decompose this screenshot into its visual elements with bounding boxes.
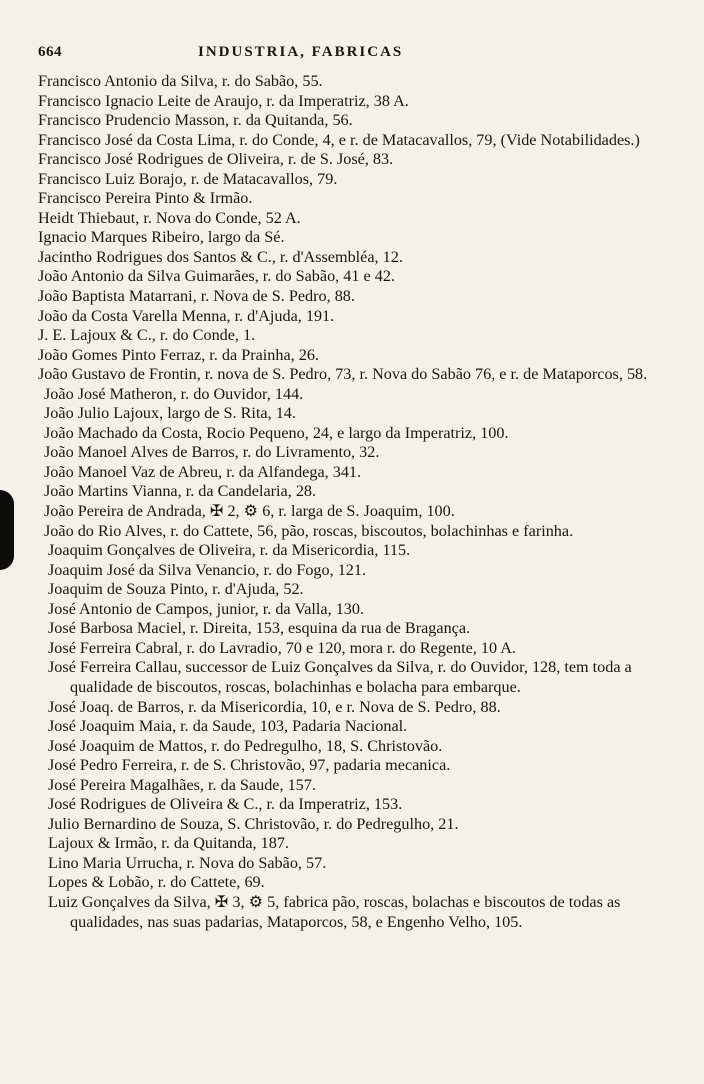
- list-item: José Antonio de Campos, junior, r. da Valla, 130.: [48, 599, 365, 618]
- list-item: Luiz Gonçalves da Silva, ✠ 3, ⚙ 5, fabrica pão, roscas, bolachas e biscoutos de todas as qualidades, nas suas padarias, Mataporcos, 58, e Engenho Velho, 105.: [48, 892, 621, 931]
- page-header: [38, 44, 458, 64]
- entry-list: [38, 72, 678, 932]
- list-item: João Manoel Alves de Barros, r. do Livramento, 32.: [44, 443, 380, 462]
- list-item: José Ferreira Cabral, r. do Lavradio, 70 e 120, mora r. do Regente, 10 A.: [48, 638, 516, 657]
- list-item: Joaquim de Souza Pinto, r. d'Ajuda, 52.: [48, 580, 304, 599]
- list-item: Heidt Thiebaut, r. Nova do Conde, 52 A.: [38, 208, 301, 227]
- list-item: João Martins Vianna, r. da Candelaria, 28.: [44, 482, 317, 501]
- list-item: José Pedro Ferreira, r. de S. Christovão, 97, padaria mecanica.: [48, 756, 451, 775]
- list-item: José Joaquim de Mattos, r. do Pedregulho, 18, S. Christovão.: [48, 736, 443, 755]
- list-item: Julio Bernardino de Souza, S. Christovão, r. do Pedregulho, 21.: [48, 814, 459, 833]
- list-item: José Pereira Magalhães, r. da Saude, 157.: [48, 775, 316, 794]
- list-item: João do Rio Alves, r. do Cattete, 56, pão, roscas, biscoutos, bolachinhas e farinha.: [44, 521, 574, 540]
- page-title: INDUSTRIA, FABRICAS: [198, 44, 404, 60]
- list-item: José Joaq. de Barros, r. da Misericordia, 10, e r. Nova de S. Pedro, 88.: [48, 697, 501, 716]
- list-item: Francisco Prudencio Masson, r. da Quitanda, 56.: [38, 111, 353, 130]
- list-item: João Julio Lajoux, largo de S. Rita, 14.: [44, 404, 296, 423]
- list-item: João Antonio da Silva Guimarães, r. do Sabão, 41 e 42.: [38, 267, 395, 286]
- list-item: Francisco Ignacio Leite de Araujo, r. da Imperatriz, 38 A.: [38, 91, 409, 110]
- list-item: João Gomes Pinto Ferraz, r. da Prainha, 26.: [38, 345, 319, 364]
- list-item: João Pereira de Andrada, ✠ 2, ⚙ 6, r. larga de S. Joaquim, 100.: [44, 502, 455, 521]
- list-item: João da Costa Varella Menna, r. d'Ajuda, 191.: [38, 306, 335, 325]
- scan-top-edge: [0, 0, 704, 14]
- list-item: Lopes & Lobão, r. do Cattete, 69.: [48, 873, 265, 892]
- list-item: Francisco José da Costa Lima, r. do Conde, 4, e r. de Matacavallos, 79, (Vide Notabilidades.): [38, 130, 640, 149]
- list-item: Francisco Antonio da Silva, r. do Sabão, 55.: [38, 72, 323, 90]
- list-item: José Ferreira Callau, successor de Luiz Gonçalves da Silva, r. do Ouvidor, 128, tem toda a qualidade de biscoutos, roscas, bolachinhas e bolacha para embarque.: [48, 658, 632, 696]
- page-number: 664: [38, 44, 62, 60]
- list-item: Lino Maria Urrucha, r. Nova do Sabão, 57.: [48, 853, 327, 872]
- scan-edge-blot: [0, 490, 14, 570]
- list-item: João Gustavo de Frontin, r. nova de S. Pedro, 73, r. Nova do Sabão 76, e r. de Mataporcos, 58.: [38, 365, 648, 384]
- list-item: J. E. Lajoux & C., r. do Conde, 1.: [38, 326, 256, 345]
- list-item: João José Matheron, r. do Ouvidor, 144.: [44, 384, 304, 403]
- list-item: Francisco Luiz Borajo, r. de Matacavallos, 79.: [38, 169, 338, 188]
- list-item: José Joaquim Maia, r. da Saude, 103, Padaria Nacional.: [48, 717, 408, 736]
- list-item: Ignacio Marques Ribeiro, largo da Sé.: [38, 228, 285, 247]
- list-item: João Baptista Matarrani, r. Nova de S. Pedro, 88.: [38, 287, 355, 306]
- list-item: Francisco Pereira Pinto & Irmão.: [38, 189, 253, 208]
- list-item: Francisco José Rodrigues de Oliveira, r. de S. José, 83.: [38, 150, 394, 169]
- list-item: João Machado da Costa, Rocio Pequeno, 24, e largo da Imperatriz, 100.: [44, 423, 509, 442]
- list-item: José Barbosa Maciel, r. Direita, 153, esquina da rua de Bragança.: [48, 619, 471, 638]
- list-item: João Manoel Vaz de Abreu, r. da Alfandega, 341.: [44, 462, 362, 481]
- list-item: Jacintho Rodrigues dos Santos & C., r. d'Assembléa, 12.: [38, 247, 403, 266]
- list-item: José Rodrigues de Oliveira & C., r. da Imperatriz, 153.: [48, 795, 403, 814]
- list-item: Joaquim José da Silva Venancio, r. do Fogo, 121.: [48, 560, 367, 579]
- list-item: Joaquim Gonçalves de Oliveira, r. da Misericordia, 115.: [48, 541, 411, 560]
- list-item: Lajoux & Irmão, r. da Quitanda, 187.: [48, 834, 289, 853]
